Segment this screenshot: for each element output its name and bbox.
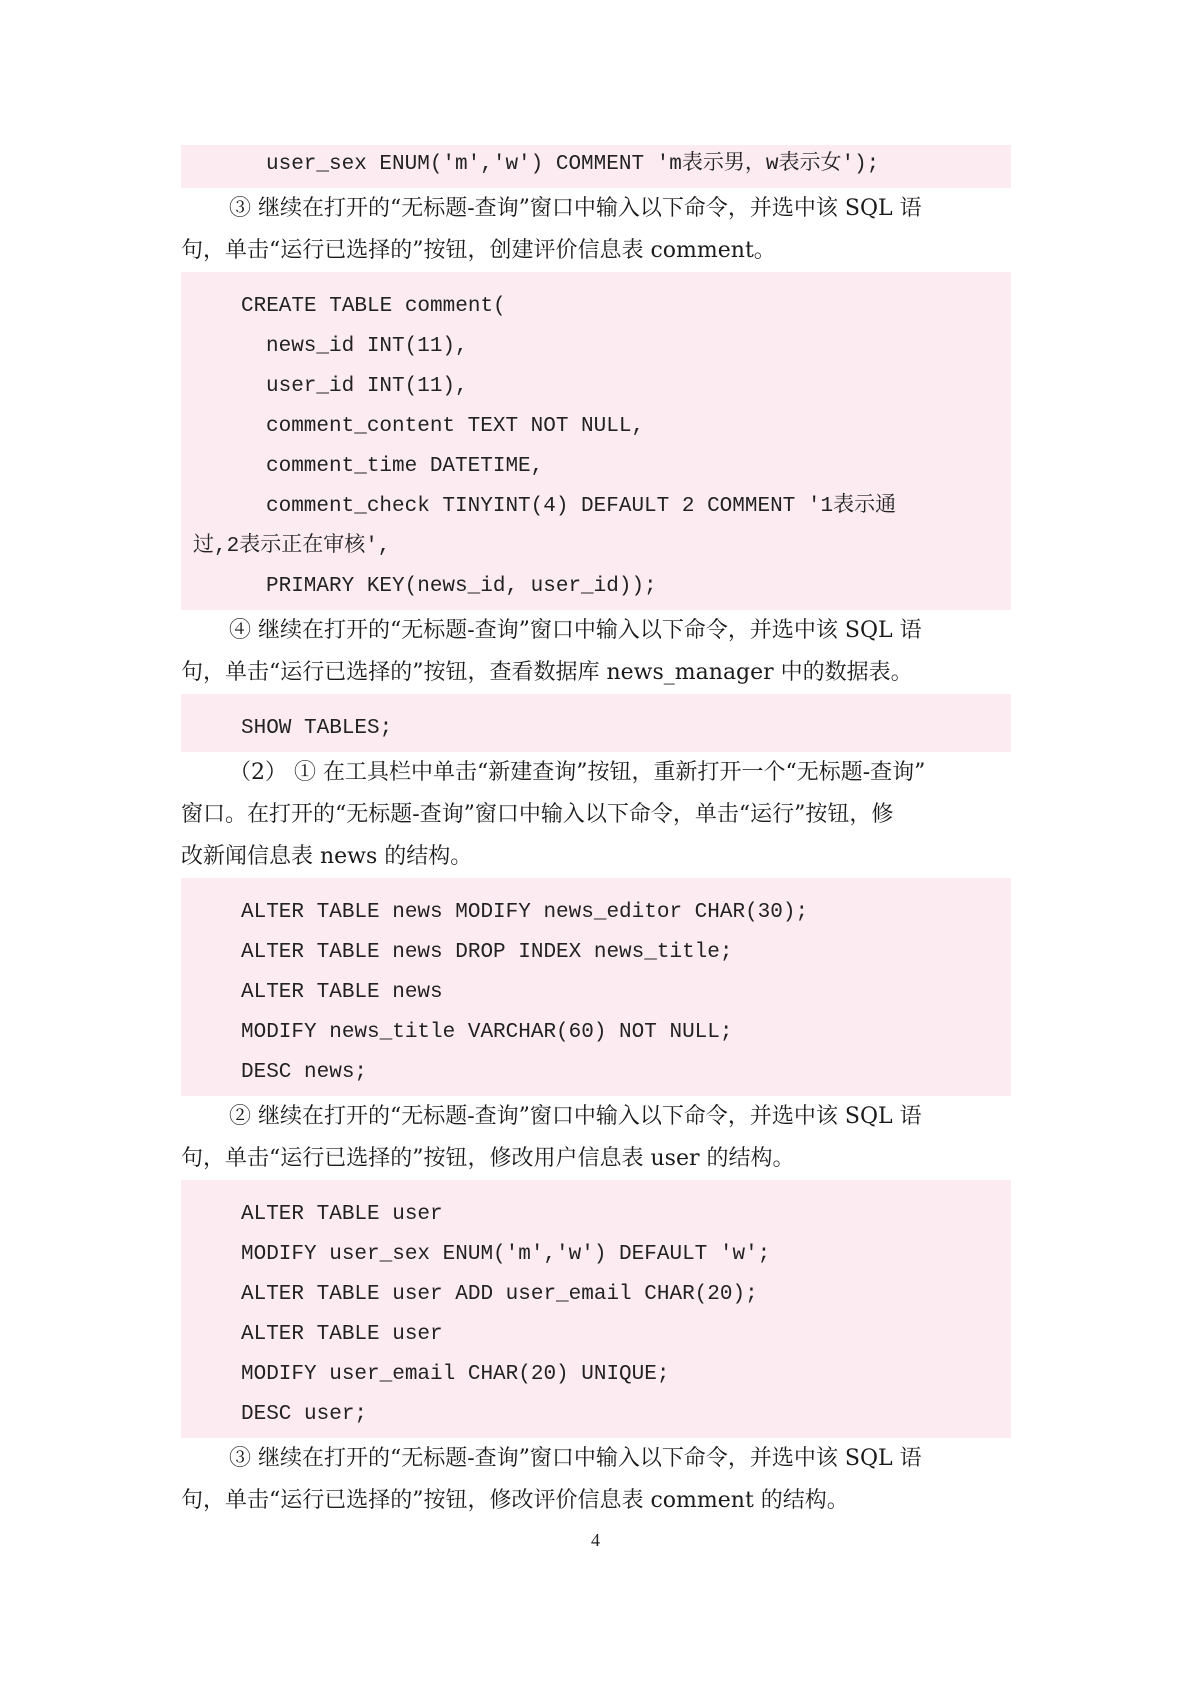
code-line: user_sex ENUM('m','w') COMMENT 'm表示男，w表示女'); [266, 153, 880, 176]
paragraph-line: 句，单击“运行已选择的”按钮，创建评价信息表 comment。 [181, 238, 776, 263]
code-line: ALTER TABLE user ADD user_email CHAR(20); [241, 1283, 758, 1306]
paragraph-line: ③ 继续在打开的“无标题-查询”窗口中输入以下命令，并选中该 SQL 语 [229, 196, 922, 221]
code-line: SHOW TABLES; [241, 717, 393, 740]
code-line: ALTER TABLE news DROP INDEX news_title; [241, 941, 733, 964]
paragraph [181, 1096, 1011, 1180]
paragraph-line: ② 继续在打开的“无标题-查询”窗口中输入以下命令，并选中该 SQL 语 [229, 1104, 922, 1129]
code-block [181, 145, 1011, 188]
paragraph [181, 1438, 1011, 1522]
code-line: CREATE TABLE comment( [241, 295, 506, 318]
paragraph [181, 752, 1011, 878]
code-line: MODIFY news_title VARCHAR(60) NOT NULL; [241, 1021, 733, 1044]
paragraph-line: 句，单击“运行已选择的”按钮，修改评价信息表 comment 的结构。 [181, 1488, 849, 1513]
page-number: 4 [591, 1530, 600, 1550]
code-line: ALTER TABLE news MODIFY news_editor CHAR(30); [241, 901, 809, 924]
code-line: MODIFY user_email CHAR(20) UNIQUE; [241, 1363, 670, 1386]
paragraph-line: 句，单击“运行已选择的”按钮，修改用户信息表 user 的结构。 [181, 1146, 795, 1171]
paragraph-line: 句，单击“运行已选择的”按钮，查看数据库 news_manager 中的数据表。 [181, 660, 913, 685]
code-block [181, 272, 1011, 610]
paragraph-line: ③ 继续在打开的“无标题-查询”窗口中输入以下命令，并选中该 SQL 语 [229, 1446, 922, 1471]
code-line: comment_time DATETIME, [266, 455, 544, 478]
code-line: DESC user; [241, 1403, 368, 1426]
code-line: comment_content TEXT NOT NULL, [266, 415, 645, 438]
code-line: ALTER TABLE user [241, 1323, 443, 1346]
code-line: ALTER TABLE news [241, 981, 443, 1004]
code-line: MODIFY user_sex ENUM('m','w') DEFAULT 'w'; [241, 1243, 771, 1266]
code-line: PRIMARY KEY(news_id, user_id)); [266, 575, 657, 598]
paragraph-line: （2） ① 在工具栏中单击“新建查询”按钮，重新打开一个“无标题-查询” [229, 760, 926, 785]
code-line: user_id INT(11), [266, 375, 468, 398]
code-block [181, 878, 1011, 1096]
code-line: news_id INT(11), [266, 335, 468, 358]
code-line: comment_check TINYINT(4) DEFAULT 2 COMMENT '1表示通 [266, 495, 897, 518]
code-line: ALTER TABLE user [241, 1203, 443, 1226]
paragraph-line: ④ 继续在打开的“无标题-查询”窗口中输入以下命令，并选中该 SQL 语 [229, 618, 922, 643]
code-block [181, 694, 1011, 752]
paragraph [181, 188, 1011, 272]
code-line: DESC news; [241, 1061, 368, 1084]
code-block [181, 1180, 1011, 1438]
paragraph-line: 窗口。在打开的“无标题-查询”窗口中输入以下命令，单击“运行”按钮，修 [181, 802, 894, 827]
paragraph [181, 610, 1011, 694]
paragraph-line: 改新闻信息表 news 的结构。 [181, 844, 473, 869]
page-content [181, 145, 1011, 1522]
code-line: 过,2表示正在审核', [193, 535, 391, 558]
